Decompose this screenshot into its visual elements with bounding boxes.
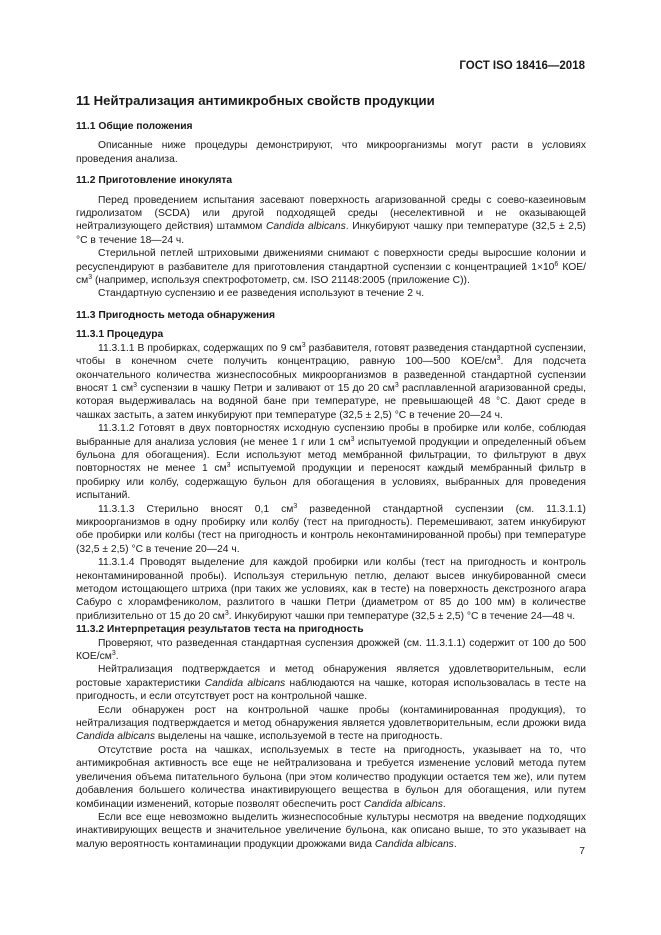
paragraph: 11.3.1.4 Проводят выделение для каждой пробирки или колбы (тест на пригодность и контроль неконтаминированной пробы). Используя стерильную петлю, делают высев инкубированной смеси методом истощающего штриха (при таких же условиях, как в тесте) на поверхность декстрозного агара Сабуро с хлорамфениколом, разлитого в чашки Петри (диаметром от 85 до 100 мм) в количестве приблизительно от 15 до 20 $см^3$. Инкубируют чашки при температуре (32,5 ± 2,5) °С в течение 24—48 ч. bbox=[76, 557, 586, 622]
paragraph: Проверяют, что разведенная стандартная суспензия дрожжей (см. 11.3.1.1) содержит от 100 до 500 КОЕ/$см^3$. bbox=[76, 637, 586, 663]
page-number: 7 bbox=[579, 846, 585, 857]
subsection-title-11-3-1: 11.3.1 Процедура bbox=[76, 329, 164, 341]
paragraph: 11.3.1.1 В пробирках, содержащих по 9 $см^3$ разбавителя, готовят разведения стандартной суспензии, чтобы в конечном счете получить концентрацию, равную 100—500 КОЕ/$см^3$. Для подсчета окончательного количества жизнеспособных микроорганизмов в разведенной стандартной суспензии вносят 1 $см^3$ суспензии в чашку Петри и заливают от 15 до 20 $см^3$ расплавленной агаризованной среды, которая выдерживалась на водяной бане при температуре, не превышающей 48 °С. Дают среде в чашках застыть, а затем инкубируют при температуре (32,5 ± 2,5) °С в течение 20—24 ч. bbox=[76, 341, 587, 421]
paragraph: Стандартную суспензию и ее разведения используют в течение 2 ч. bbox=[98, 288, 425, 300]
standard-designation: ГОСТ ISO 18416—2018 bbox=[459, 60, 585, 72]
subsection-title-11-2: 11.2 Приготовление инокулята bbox=[76, 175, 233, 187]
paragraph: Если обнаружен рост на контрольной чашке пробы (контаминированная продукция), то нейтрализация подтверждается и метод обнаружения является удовлетворительным, если дрожжи вида Candida albicans выделены на чашке, используемой в тесте на пригодность. bbox=[76, 704, 586, 743]
page-content bbox=[76, 93, 586, 851]
paragraph: Описанные ниже процедуры демонстрируют, что микроорганизмы могут расти в условиях проведения анализа. bbox=[76, 140, 586, 165]
subsection-title-11-1: 11.1 Общие положения bbox=[76, 121, 193, 132]
paragraph: Если все еще невозможно выделить жизнеспособные культуры несмотря на введение подходящих инактивирующих веществ и значительное увеличение бульона, как описано выше, то это указывает на малую вероятность контаминации продукции дрожжами вида Candida albicans. bbox=[76, 811, 586, 850]
paragraph: Перед проведением испытания засевают поверхность агаризованной среды с соево-казеиновым гидролизатом (SCDA) или другой подходящей среды (неселективной и не оказывающей нейтрализующего действия) штаммом Candida albicans. Инкубируют чашку при температуре (32,5 ± 2,5) °С в течение 18—24 ч. bbox=[76, 194, 586, 246]
paragraph: Отсутствие роста на чашках, используемых в тесте на пригодность, указывает на то, что антимикробная активность все еще не нейтрализована и требуется изменение условий метода путем увеличения объема питательного бульона (при этом количество продукции остается тем же), или путем добавления большего количества инактивирующего вещества в бульон для обогащения, или путем комбинации изменений, которые позволят обеспечить рост Candida albicans. bbox=[76, 744, 586, 810]
subsection-title-11-3: 11.3 Пригодность метода обнаружения bbox=[76, 309, 275, 321]
paragraph: Нейтрализация подтверждается и метод обнаружения является удовлетворительным, если ростовые характеристики Candida albicans наблюдаются на чашке, которая использовалась в тесте на пригодность, и если отсутствует рост на контрольной чашке. bbox=[76, 664, 587, 703]
subsection-title-11-3-2: 11.3.2 Интерпретация результатов теста на пригодность bbox=[76, 624, 364, 636]
paragraph: 11.3.1.2 Готовят в двух повторностях исходную суспензию пробы в пробирке или колбе, соблюдая выбранные для анализа условия (не менее 1 г или 1 $см^3$ испытуемой продукции и определенный объем бульона для обогащения). Если используют метод мембранной фильтрации, то фильтруют в двух повторностях не менее 1 $см^3$ испытуемой продукции и переносят каждый мембранный фильтр в пробирку или колбу, содержащую бульон для обогащения в условиях, выбранных для проведения испытаний. bbox=[76, 423, 587, 502]
paragraph: Стерильной петлей штриховыми движениями снимают с поверхности среды выросшие колонии и ресуспендируют в разбавителе для приготовления стандартной суспензии с концентрацией $1\times 10^6$ КОЕ/$см^3$ (например, используя спектрофотометр, см. ISO 21148:2005 (приложение C)). bbox=[76, 248, 587, 287]
section-title: 11 Нейтрализация антимикробных свойств продукции bbox=[76, 93, 435, 108]
paragraph: 11.3.1.3 Стерильно вносят 0,1 $см^3$ разведенной стандартной суспензии (см. 11.3.1.1) микроорганизмов в одну пробирку или колбу (тест на пригодность). Перемешивают, затем инкубируют обе пробирки или колбы (тест на пригодность и контроль неконтаминированной пробы) при температуре (32,5 ± 2,5) °С в течение 20—24 ч. bbox=[76, 502, 586, 555]
